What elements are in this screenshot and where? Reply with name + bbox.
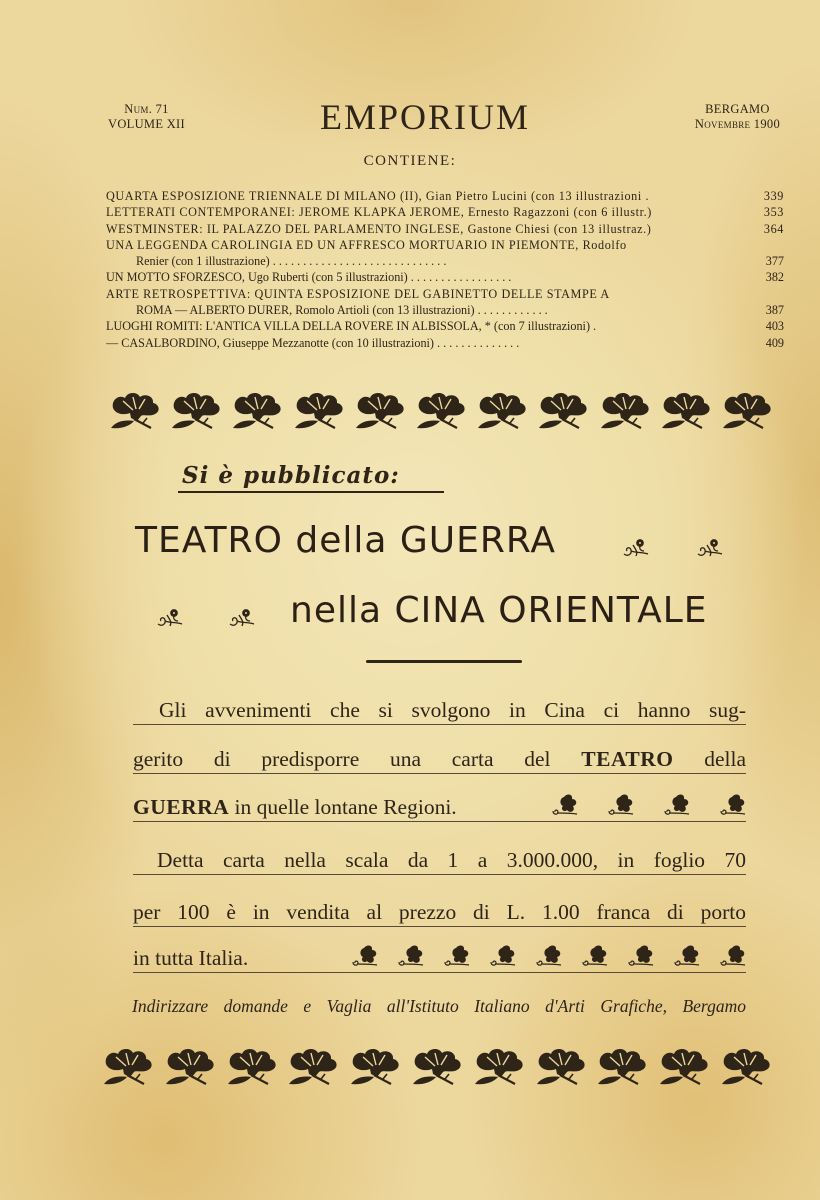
issue-number: 71 [155, 102, 169, 116]
flower-ornament-icon [224, 1046, 282, 1086]
flower-ornament-icon [409, 1046, 467, 1086]
table-of-contents [106, 188, 784, 351]
leaf-ornament-icon [536, 944, 562, 966]
flower-ornament-icon [471, 1046, 529, 1086]
contents-heading: CONTIENE: [363, 153, 457, 169]
sprig-ornament-icon [696, 536, 724, 558]
flower-border-bottom [100, 1046, 776, 1088]
issue-info [108, 102, 185, 132]
body-line-5: per 100 è in vendita al prezzo di L. 1.00 franca di porto [133, 898, 746, 927]
leaf-ornament-icon [444, 944, 470, 966]
leaf-ornament-icon [628, 944, 654, 966]
flower-ornament-icon [474, 390, 532, 430]
leaf-ornament-icon [490, 944, 516, 966]
toc-entry-page: 339 [763, 189, 784, 203]
leaf-ornament-icon [674, 944, 700, 966]
toc-entry-title: LETTERATI CONTEMPORANEI: JEROME KLAPKA JEROME, Ernesto Ragazzoni (con 6 illustr.) [106, 205, 652, 220]
flower-ornament-icon [535, 390, 593, 430]
toc-entry-page [758, 237, 784, 253]
published-underline [178, 491, 444, 493]
leaf-ornaments [552, 793, 746, 821]
toc-entry-title: QUARTA ESPOSIZIONE TRIENNALE DI MILANO (II), Gian Pietro Lucini (con 13 illustrazioni . [106, 189, 650, 203]
toc-entry-continuation [106, 253, 784, 269]
flower-ornament-icon [107, 390, 165, 430]
place-date [695, 102, 780, 132]
toc-entry-page: 364 [763, 221, 784, 236]
year: 1900 [753, 117, 780, 131]
toc-entry [106, 269, 784, 285]
flower-ornament-icon [597, 390, 655, 430]
toc-entry-title: WESTMINSTER: IL PALAZZO DEL PARLAMENTO INGLESE, Gastone Chiesi (con 13 illustraz.) [106, 221, 652, 236]
toc-entry-title: — CASALBORDINO, Giuseppe Mezzanotte (con 10 illustrazioni) . . . . . . . . . . . . . . [106, 335, 520, 350]
toc-entry-page: 409 [765, 335, 784, 350]
flower-ornament-icon [100, 1046, 158, 1086]
flower-ornament-icon [533, 1046, 591, 1086]
headline-line-1: TEATRO della GUERRA [135, 520, 557, 561]
flower-ornament-icon [285, 1046, 343, 1086]
toc-entry-page: 403 [765, 319, 784, 334]
leaf-ornament-icon [608, 793, 634, 815]
flower-ornament-icon [162, 1046, 220, 1086]
issue-number-label: Num. [124, 102, 153, 116]
flower-ornament-icon [229, 390, 287, 430]
toc-entry-page [758, 286, 784, 302]
order-address: Indirizzare domande e Vaglia all'Istituto Italiano d'Arti Grafiche, Bergamo [132, 996, 746, 1016]
leaf-ornament-icon [582, 944, 608, 966]
flower-ornament-icon [168, 390, 226, 430]
toc-entry [106, 221, 784, 237]
leaf-ornament-icon [664, 793, 690, 815]
leaf-ornament-icon [398, 944, 424, 966]
toc-entry-title: UN MOTTO SFORZESCO, Ugo Ruberti (con 5 illustrazioni) . . . . . . . . . . . . . . . . . [106, 270, 512, 285]
month: Novembre [694, 117, 751, 131]
sprig-ornament-icon [156, 606, 184, 628]
published-heading: Si è pubblicato: [182, 462, 400, 489]
flower-ornament-icon [291, 390, 349, 430]
toc-entry-title: Renier (con 1 illustrazione) . . . . . . . . . . . . . . . . . . . . . . . . . . . . . [136, 254, 447, 269]
flower-ornament-icon [656, 1046, 714, 1086]
masthead [108, 97, 780, 140]
toc-entry-page: 377 [765, 254, 784, 269]
flower-ornament-icon [719, 390, 777, 430]
headline-line-2: nella CINA ORIENTALE [290, 590, 708, 631]
toc-entry [106, 237, 784, 253]
toc-entry-title: ARTE RETROSPETTIVA: QUINTA ESPOSIZIONE DEL GABINETTO DELLE STAMPE A [106, 286, 610, 301]
toc-entry [106, 188, 784, 204]
body-line-1: Gli avvenimenti che si svolgono in Cina ci hanno sug- [133, 696, 746, 725]
flower-ornament-icon [718, 1046, 776, 1086]
toc-entry-title: UNA LEGGENDA CAROLINGIA ED UN AFFRESCO MORTUARIO IN PIEMONTE, Rodolfo [106, 237, 627, 252]
toc-entry-title: ROMA — ALBERTO DURER, Romolo Artioli (con 13 illustrazioni) . . . . . . . . . . . . [136, 303, 548, 318]
flower-ornament-icon [594, 1046, 652, 1086]
magazine-title: EMPORIUM [320, 97, 531, 137]
flower-ornament-icon [347, 1046, 405, 1086]
city: BERGAMO [705, 102, 770, 116]
flower-ornament-icon [658, 390, 716, 430]
toc-entry-page: 353 [763, 205, 784, 220]
toc-entry-page: 387 [765, 303, 784, 318]
leaf-ornament-icon [720, 944, 746, 966]
body-line-3: GUERRA in quelle lontane Regioni. [133, 793, 746, 822]
toc-entry-page: 382 [765, 270, 784, 285]
volume-label: VOLUME XII [108, 117, 185, 131]
body-line-4: Detta carta nella scala da 1 a 3.000.000, in foglio 70 [133, 846, 746, 875]
toc-entry-continuation [106, 302, 784, 318]
toc-entry [106, 318, 784, 334]
toc-entry-title: LUOGHI ROMITI: L'ANTICA VILLA DELLA ROVERE IN ALBISSOLA, * (con 7 illustrazioni) . [106, 319, 597, 334]
flower-ornament-icon [413, 390, 471, 430]
toc-entry [106, 286, 784, 302]
flower-ornament-icon [352, 390, 410, 430]
toc-entry [106, 335, 784, 351]
leaf-ornament-icon [720, 793, 746, 815]
leaf-ornament-icon [352, 944, 378, 966]
leaf-ornaments [352, 944, 746, 972]
sprig-ornament-icon [228, 606, 256, 628]
decorative-rule [366, 660, 522, 663]
flower-border-top [107, 390, 777, 430]
body-line-2: gerito di predisporre una carta del TEATRO della [133, 745, 746, 774]
toc-entry [106, 204, 784, 220]
body-line-6: in tutta Italia. [133, 944, 746, 973]
leaf-ornament-icon [552, 793, 578, 815]
sprig-ornament-icon [622, 536, 650, 558]
